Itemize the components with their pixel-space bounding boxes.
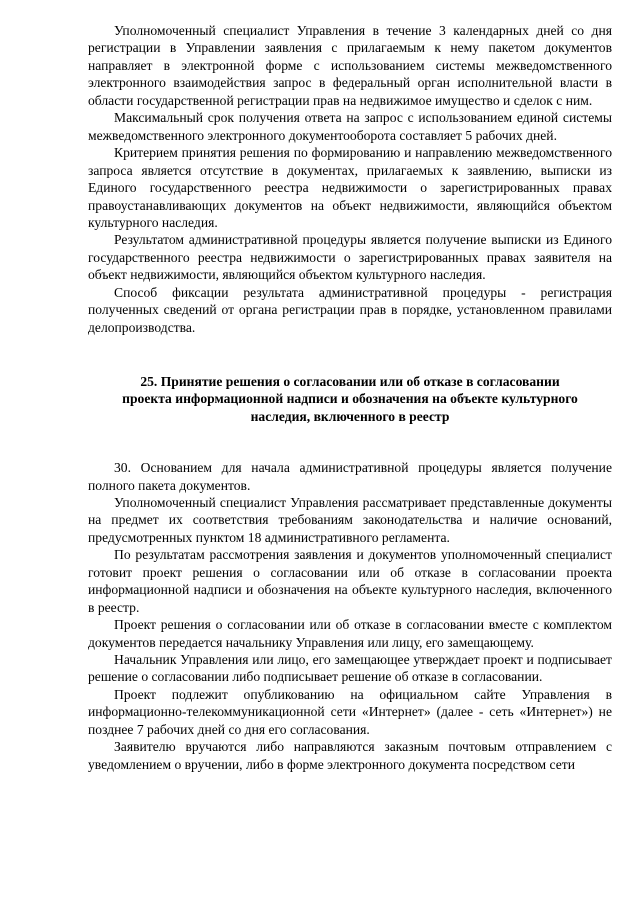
paragraph-delivery-to-applicant: Заявителю вручаются либо направляются заказным почтовым отправлением с уведомлением о вручении, либо в форме электронного документа посредством сети [88, 739, 612, 772]
section-heading-line: наследия, включенного в реестр [250, 408, 450, 424]
paragraph-procedure-basis: 30. Основанием для начала административной процедуры является получение полного пакета документов. [88, 460, 612, 493]
section-heading-line: 25. Принятие решения о согласовании или об отказе в согласовании [140, 374, 560, 390]
paragraph-head-approval: Начальник Управления или лицо, его замещающее утверждает проект и подписывает решение о согласовании либо подписывает решение об отказе в согласовании. [88, 652, 612, 685]
paragraph-response-deadline: Максимальный срок получения ответа на запрос с использованием единой системы межведомственного электронного документооборота составляет 5 рабочих дней. [88, 110, 612, 143]
paragraph-draft-preparation: По результатам рассмотрения заявления и документов уполномоченный специалист готовит проект решения о согласовании или об отказе в согласовании проекта информационной надписи и обозначения на объекте культурного наследия, включенного в реестр. [88, 547, 612, 615]
paragraph-result-recording: Способ фиксации результата административной процедуры - регистрация полученных сведений от органа регистрации прав в порядке, установленном правилами делопроизводства. [88, 284, 612, 335]
paragraph-decision-criterion: Критерием принятия решения по формированию и направлению межведомственного запроса является отсутствие в документах, прилагаемых к заявлению, выписки из Единого государственного реестра недвижимости о зарегистрированных правах правоустанавливающих документов на объект недвижимости, являющийся объектом культурного наследия. [88, 145, 612, 230]
paragraph-draft-transfer: Проект решения о согласовании или об отказе в согласовании вместе с комплектом документов передается начальнику Управления или лицу, его замещающему. [88, 617, 612, 650]
section-heading-line: проекта информационной надписи и обозначения на объекте культурного [122, 391, 578, 407]
document-body [88, 22, 612, 773]
section-heading [88, 373, 612, 425]
paragraph-publication: Проект подлежит опубликованию на официальном сайте Управления в информационно-телекоммуникационной сети «Интернет» (далее - сеть «Интернет») не позднее 7 рабочих дней со дня его согласования. [88, 686, 612, 737]
paragraph-procedure-result: Результатом административной процедуры является получение выписки из Единого государственного реестра недвижимости о зарегистрированных правах заявителя на объект недвижимости, являющийся объектом культурного наследия. [88, 232, 612, 283]
paragraph-document-review: Уполномоченный специалист Управления рассматривает представленные документы на предмет их соответствия требованиям законодательства и наличие оснований, предусмотренных пунктом 18 административного регламента. [88, 494, 612, 545]
paragraph-request-sending: Уполномоченный специалист Управления в течение 3 календарных дней со дня регистрации в Управлении заявления с прилагаемым к нему пакетом документов направляет в электронной форме с использованием системы межведомственного электронного взаимодействия запрос в федеральный орган исполнительной власти в области государственной регистрации прав на недвижимое имущество и сделок с ним. [88, 23, 612, 108]
